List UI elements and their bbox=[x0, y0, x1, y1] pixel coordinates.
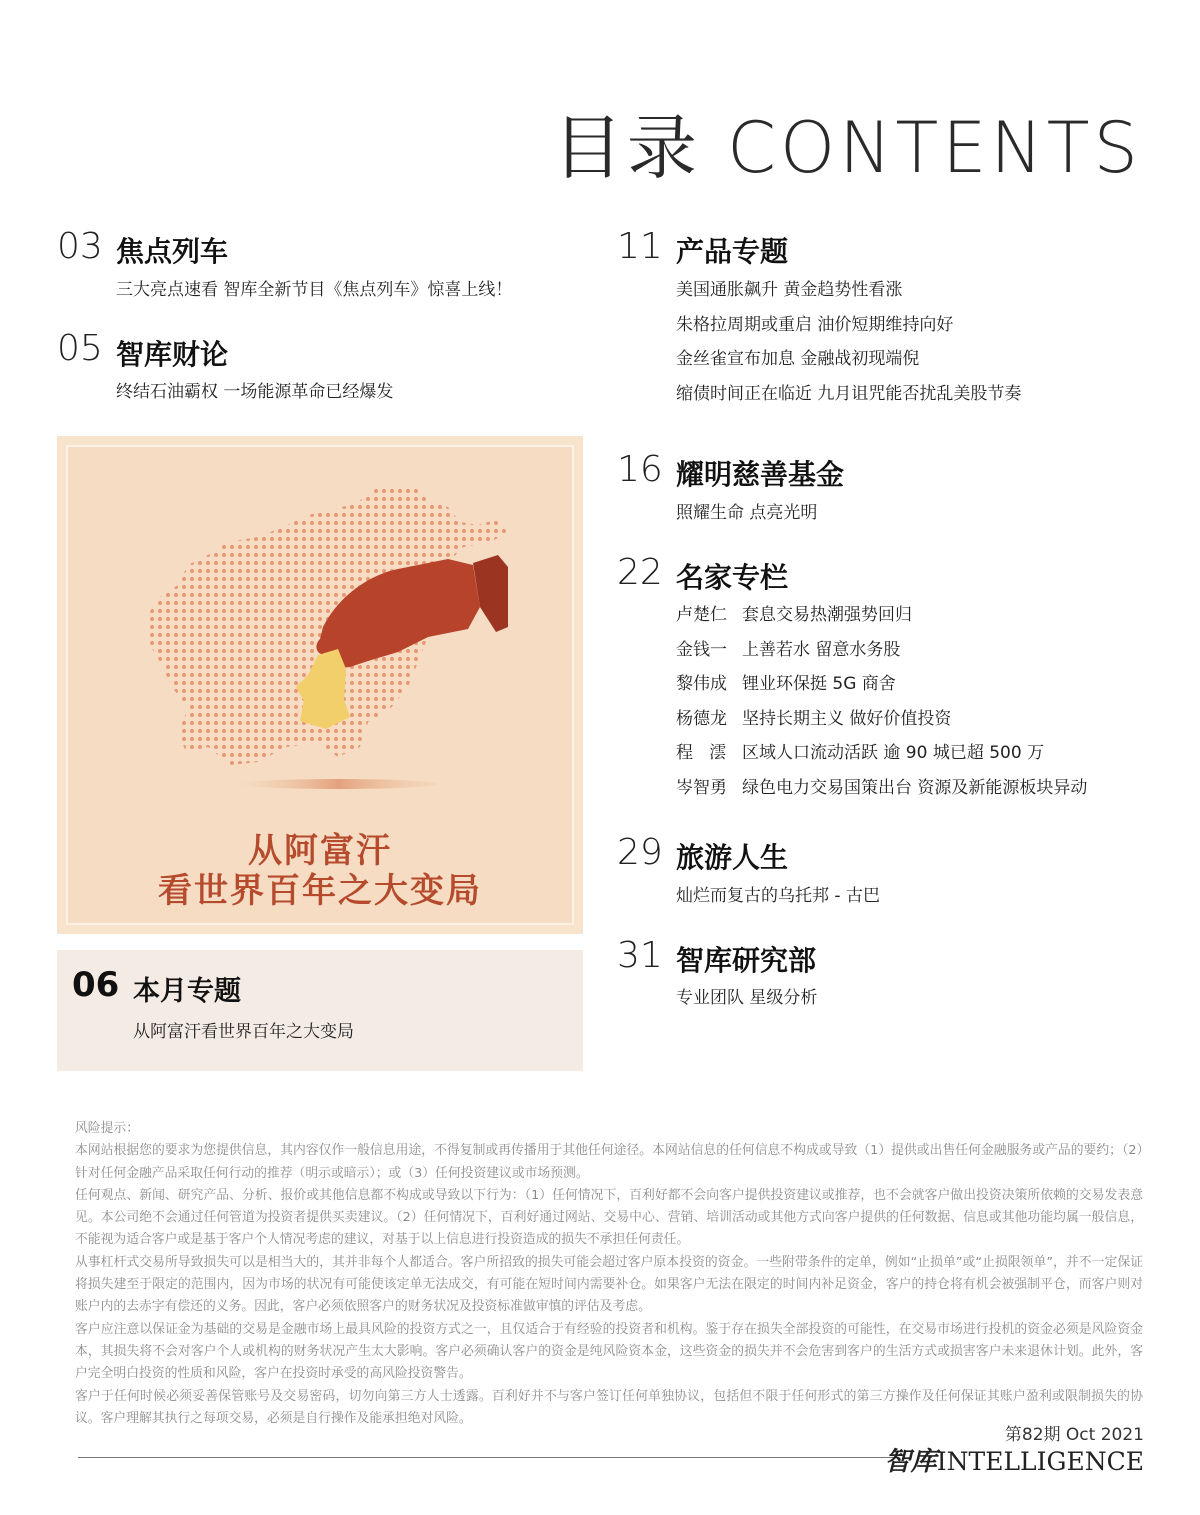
section-number: 31 bbox=[617, 935, 663, 976]
columnist-title: 套息交易热潮强势回归 bbox=[742, 605, 912, 625]
article-link[interactable]: 朱格拉周期或重启 油价短期维持向好 bbox=[676, 314, 954, 335]
logo-en: INTELLIGENCE bbox=[936, 1447, 1144, 1476]
columnist-item[interactable] bbox=[676, 736, 1087, 771]
disclaimer-label: 风险提示： bbox=[75, 1121, 139, 1136]
section-number: 06 bbox=[72, 965, 120, 1005]
columnist-name: 黎伟成 bbox=[676, 674, 727, 694]
section-items bbox=[676, 273, 1021, 411]
disclaimer-paragraph: 客户应注意以保证金为基础的交易是金融市场上最具风险的投资方式之一，且仅适合于有经验的投资者和机构。鉴于存在损失全部投资的可能性，在交易市场进行投机的资金必须是风险资金本，其损失将不会对客户个人或机构的财务状况产生太大影响。客户必须确认客户的资金是纯风险资本金，这些资金的损失并不会危害到客户的生活方式或损害客户未来退休计划。此外，客户完全明白投资的性质和风险，客户在投资时承受的高风险投资警告。 bbox=[75, 1321, 1143, 1382]
columnist-name: 金钱一 bbox=[676, 639, 727, 660]
article-link[interactable]: 缩债时间正在临近 九月诅咒能否扰乱美股节奏 bbox=[676, 383, 1022, 404]
section-heading: 耀明慈善基金 bbox=[676, 458, 845, 491]
section-number: 22 bbox=[617, 552, 663, 593]
section-number: 29 bbox=[617, 832, 663, 873]
risk-disclaimer bbox=[75, 1118, 1143, 1430]
section-items bbox=[676, 879, 880, 914]
cover-artwork bbox=[66, 445, 574, 925]
featured-cover[interactable] bbox=[57, 436, 583, 934]
columnist-name: 岑智勇 bbox=[676, 777, 727, 798]
disclaimer-paragraph: 从事杠杆式交易所导致损失可以是相当大的，其并非每个人都适合。客户所招致的损失可能会超过客户原本投资的资金。一些附带条件的定单，例如“止损单”或“止损限领单”，并不一定保证将损失建至于限定的范围内，因为市场的状况有可能使该定单无法成交，有可能在短时间内需要补仓。如果客户无法在限定的时间内补足资金，客户的持仓将有机会被强制平仓，而客户则对账户内的去赤字有偿还的义务。因此，客户必须依照客户的财务状况及投资标准做审慎的评估及考虑。 bbox=[75, 1254, 1143, 1315]
columnist-item[interactable] bbox=[676, 667, 1087, 702]
cover-title-line2: 看世界百年之大变局 bbox=[158, 871, 482, 911]
columnist-list bbox=[676, 598, 1087, 805]
columnist-item[interactable] bbox=[676, 633, 1087, 668]
article-link[interactable]: 终结石油霸权 一场能源革命已经爆发 bbox=[116, 382, 394, 402]
page-title: 目录 CONTENTS bbox=[552, 107, 1142, 189]
logo-zh: 智库 bbox=[884, 1447, 937, 1477]
issue-label: 第82期 Oct 2021 bbox=[1004, 1425, 1144, 1445]
section-number: 16 bbox=[617, 449, 663, 490]
columnist-title: 锂业环保挺 5G 商舍 bbox=[742, 674, 896, 694]
columnist-name: 卢楚仁 bbox=[676, 605, 727, 625]
section-number: 03 bbox=[57, 226, 103, 267]
section-number: 05 bbox=[57, 328, 103, 369]
publication-logo bbox=[885, 1441, 1144, 1478]
article-link[interactable]: 专业团队 星级分析 bbox=[676, 988, 818, 1008]
article-link[interactable]: 金丝雀宣布加息 金融战初现端倪 bbox=[676, 349, 920, 369]
columnist-name: 杨德龙 bbox=[676, 708, 727, 729]
columnist-item[interactable] bbox=[676, 702, 1087, 737]
section-heading: 智库研究部 bbox=[676, 944, 817, 977]
columnist-title: 绿色电力交易国策出台 资源及新能源板块异动 bbox=[742, 777, 1088, 798]
section-items bbox=[116, 375, 393, 410]
section-heading: 智库财论 bbox=[116, 338, 229, 371]
section-heading: 产品专题 bbox=[676, 235, 789, 268]
article-link[interactable]: 三大亮点速看 智库全新节目《焦点列车》惊喜上线！ bbox=[116, 280, 513, 300]
disclaimer-paragraph: 本网站根据您的要求为您提供信息，其内容仅作一般信息用途，不得复制或再传播用于其他任何途径。本网站信息的任何信息不构成或导致（1）提供或出售任何金融服务或产品的要约；（2）针对任何金融产品采取任何行动的推荐（明示或暗示）；或（3）任何投资建议或市场预测。 bbox=[75, 1143, 1143, 1181]
section-heading: 本月专题 bbox=[133, 976, 241, 1007]
section-heading: 名家专栏 bbox=[676, 561, 789, 594]
section-items bbox=[676, 981, 817, 1016]
article-link[interactable]: 从阿富汗看世界百年之大变局 bbox=[133, 1022, 354, 1042]
section-items bbox=[116, 273, 512, 308]
disclaimer-paragraph: 任何观点、新闻、研究产品、分析、报价或其他信息都不构成或导致以下行为：（1）任何情况下，百利好都不会向客户提供投资建议或推荐，也不会就客户做出投资决策所依赖的交易发表意见。本公司绝不会通过任何管道为投资者提供买卖建议。（2）任何情况下，百利好通过网站、交易中心、营销、培训活动或其他方式向客户提供的任何数据、信息或其他功能均属一般信息，不能视为适合客户或是基于客户个人情况考虑的建议，对基于以上信息进行投资造成的损失不承担任何责任。 bbox=[75, 1187, 1143, 1248]
columnist-name: 程 澐 bbox=[676, 743, 727, 763]
section-number: 11 bbox=[617, 226, 663, 267]
columnist-title: 上善若水 留意水务股 bbox=[742, 639, 901, 660]
article-link[interactable]: 照耀生命 点亮光明 bbox=[676, 503, 818, 523]
hand-cuff bbox=[473, 555, 508, 632]
cover-title-line1: 从阿富汗 bbox=[248, 831, 392, 871]
featured-section-06[interactable] bbox=[57, 950, 583, 1071]
disclaimer-paragraph: 客户于任何时候必须妥善保管账号及交易密码，切勿向第三方人士透露。百利好并不与客户签订任何单独协议，包括但不限于任何形式的第三方操作及任何保证其账户盈利或限制损失的协议。客户理解其执行之每项交易，必须是自行操作及能承担绝对风险。 bbox=[75, 1388, 1143, 1426]
section-heading: 焦点列车 bbox=[116, 235, 229, 268]
section-heading: 旅游人生 bbox=[676, 841, 789, 874]
article-link[interactable]: 灿烂而复古的乌托邦 - 古巴 bbox=[676, 886, 880, 906]
columnist-title: 坚持长期主义 做好价值投资 bbox=[742, 708, 952, 729]
columnist-title: 区域人口流动活跃 逾 90 城已超 500 万 bbox=[742, 743, 1045, 763]
section-items bbox=[676, 496, 817, 531]
columnist-item[interactable] bbox=[676, 598, 1087, 633]
article-link[interactable]: 美国通胀飙升 黄金趋势性看涨 bbox=[676, 280, 903, 300]
footer-divider bbox=[78, 1457, 898, 1458]
columnist-item[interactable] bbox=[676, 771, 1087, 806]
